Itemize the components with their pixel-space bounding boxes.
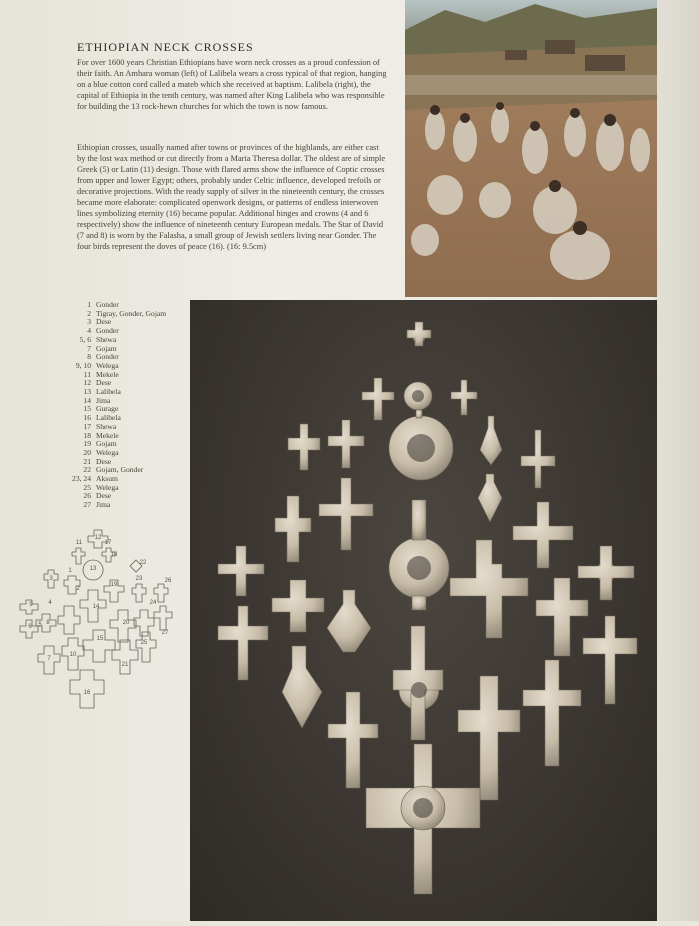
lalibela-photo: [405, 0, 657, 297]
history-paragraph: Ethiopian crosses, usually named after towns or provinces of the highlands, are either cast by the lost wax method or cut directly from a Maria Theresa dollar. The oldest are of simple Greek (5) or Latin (11) design. Those with flared arms show the influence of Coptic crosses from upper and lower Egypt; others, probably under Celtic influence, developed trefoils or decorative projections. With the ready supply of silver in the nineteenth century, the crosses became more elaborate: complicated openwork designs, or patterns of endless interwoven lines symbolizing eternity (16) became popular. Additional hinges and crowns (4 and 6 respectively) show the influence of nineteenth century European medals. The Star of David (7 and 8) is worn by the Falasha, a small group of Jewish settlers living near Gonder. The four birds represent the doves of peace (16). (16: 9.5cm): [77, 143, 386, 251]
diagram-label: 25: [140, 640, 148, 646]
diagram-label: 23: [135, 576, 143, 582]
diagram-label: 8: [46, 620, 50, 626]
diagram-label: 6: [28, 624, 32, 630]
diagram-label: 18: [110, 552, 118, 558]
diagram-label: 3: [49, 576, 53, 582]
diagram-label: 4: [48, 600, 52, 606]
diagram-label: 17: [104, 540, 112, 546]
legend-item: 13 Lalibela: [83, 387, 121, 397]
cross-16-icon: [327, 590, 371, 652]
cross-4-icon: [451, 380, 477, 415]
cross-21-icon: [583, 616, 637, 704]
legend-item: 14 Jima: [83, 395, 111, 405]
cross-13-icon: [513, 502, 573, 568]
cross-18-icon: [536, 578, 588, 656]
legend-item: 17 Shewa: [83, 421, 117, 431]
legend-item: 16 Lalibela: [83, 413, 121, 423]
diagram-label: 7: [47, 656, 51, 662]
cross-14-icon: [218, 546, 264, 596]
diagram-label: 21: [121, 662, 129, 668]
cross-17-icon: [450, 540, 528, 638]
legend-item: 3 Dese: [87, 317, 112, 327]
page-edge: [654, 0, 699, 921]
cross-26-icon: [328, 692, 378, 788]
legend-item: 23, 24 Aksum: [72, 474, 118, 484]
diagram-label: 27: [161, 630, 169, 636]
diagram-label: 16: [83, 690, 91, 696]
diagram-label: 11: [75, 540, 83, 546]
cross-19-icon: [578, 546, 634, 600]
cross-10-icon: [275, 496, 311, 562]
diagram-label: 14: [92, 604, 100, 610]
cross-12-icon: [389, 500, 449, 610]
diagram-label: 5: [38, 622, 42, 628]
cross-24-icon: [523, 660, 581, 766]
diagram-label: 24: [149, 600, 157, 606]
cross-27-icon: [366, 744, 480, 894]
cross-key-diagram: [18, 520, 178, 720]
legend-item: 20 Welega: [83, 447, 119, 457]
diagram-label: 10: [69, 652, 77, 658]
legend-item: 11 Mekele: [83, 369, 119, 379]
cross-11-icon: [319, 478, 373, 550]
cross-5-icon: [480, 416, 502, 465]
legend-item: 8 Gonder: [87, 352, 119, 362]
diagram-label: 13: [89, 566, 97, 572]
legend-item: 22 Gojam, Gonder: [83, 465, 144, 475]
cross-7-icon: [328, 420, 364, 468]
diagram-label: 22: [139, 560, 147, 566]
cross-25-icon: [458, 676, 520, 800]
cross-6-icon: [288, 424, 320, 470]
legend-item: 7 Gojam: [87, 343, 117, 353]
crosses-plate: [190, 300, 657, 921]
diagram-label: 19: [110, 582, 118, 588]
cross-2-icon: [362, 378, 394, 420]
article-title: ETHIOPIAN NECK CROSSES: [77, 40, 254, 54]
legend-item: 18 Mekele: [83, 430, 119, 440]
legend-item: 26 Dese: [83, 491, 112, 501]
legend-item: 15 Gurage: [83, 404, 119, 414]
legend-item: 2 Tigray, Gonder, Gojam: [87, 308, 167, 318]
legend-item: 1 Gonder: [87, 300, 119, 309]
legend-item: 12 Dese: [83, 378, 112, 388]
diagram-label: 1: [68, 568, 72, 574]
diagram-label: 26: [164, 578, 172, 584]
legend-item: 19 Gojam: [83, 439, 117, 449]
legend-item: 4 Gonder: [87, 326, 119, 336]
diagram-label: 20: [122, 620, 130, 626]
diagram-label: 2: [76, 586, 80, 592]
diagram-label: 9: [29, 602, 33, 608]
legend-item: 25 Welega: [83, 482, 119, 492]
intro-paragraph: For over 1600 years Christian Ethiopians have worn neck crosses as a proud confession of their faith. An Amhara woman (left) of Lalibela wears a cross typical of that region, hanging on a blue cotton cord called a mateb which she received at baptism. Lalibela (right), the capital of Ethiopia in the tenth century, was named after King Lalibela who was responsible for building the 13 rock-hewn churches for which the town is now famous.: [77, 58, 387, 111]
crosses-photo: [190, 300, 657, 921]
diagram-label: 15: [96, 636, 104, 642]
cross-22-icon: [282, 646, 322, 728]
legend-item: 5, 6 Shewa: [79, 334, 117, 344]
cross-15-icon: [272, 580, 324, 632]
legend-item: 21 Dese: [83, 456, 112, 466]
cross-20-icon: [218, 606, 268, 680]
cross-9-icon: [478, 474, 502, 522]
cross-1-icon: [407, 322, 431, 346]
diagram-label: 12: [94, 535, 102, 541]
legend-item: 9, 10 Welega: [75, 360, 119, 370]
cross-legend: [62, 301, 166, 510]
legend-item: 27 Jima: [83, 500, 111, 510]
cross-8-icon: [521, 430, 555, 488]
